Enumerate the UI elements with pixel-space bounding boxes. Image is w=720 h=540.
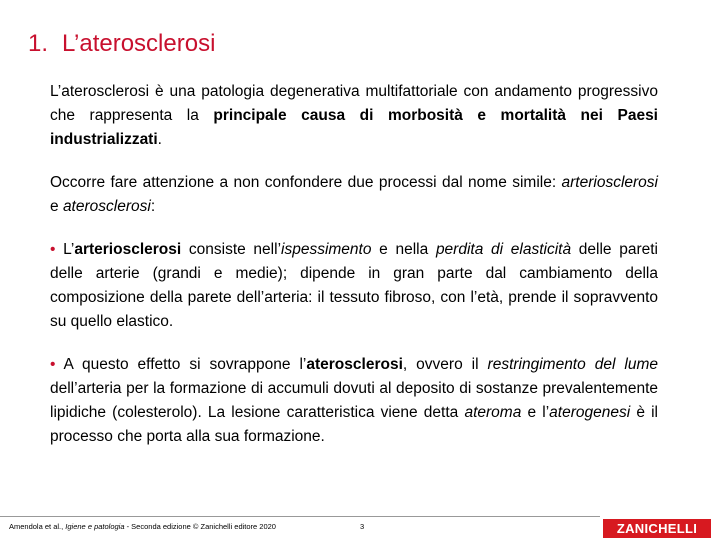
paragraph-distinction	[50, 171, 658, 219]
atero-text-3: dell’arteria per la formazione di accumuli dovuti al deposito di sostanze prevalentemente lipidiche (colesterolo). La lesione caratteristica viene detta	[50, 380, 658, 421]
term-aterosclerosi: aterosclerosi	[62, 198, 151, 215]
arterio-italic-1: ispessimento	[281, 241, 372, 258]
distinction-and: e	[50, 198, 63, 215]
atero-text-2: , ovvero il	[402, 356, 488, 373]
arterio-text-2: consiste nell’	[181, 241, 282, 258]
bullet-icon: •	[50, 356, 56, 373]
atero-italic-2: ateroma	[464, 404, 522, 421]
footer-edition: - Seconda edizione © Zanichelli editore 2020	[124, 522, 276, 531]
arterio-italic-2: perdita di elasticità	[435, 241, 572, 258]
atero-text-1: A questo effetto si sovrappone l’	[55, 356, 307, 373]
slide-title-number: 1.	[28, 30, 49, 57]
slide-body	[50, 80, 658, 449]
publisher-logo: ZANICHELLI	[603, 519, 711, 538]
page-number: 3	[360, 522, 365, 531]
intro-text: L’aterosclerosi è una patologia degenerativa multifattoriale con andamento progressivo che rappresenta la	[50, 83, 658, 124]
atero-text-4: e l’	[521, 404, 550, 421]
arterio-text-1: L’	[55, 241, 75, 258]
footer-book: Igiene e patologia	[65, 522, 125, 531]
arterio-text-3: e nella	[371, 241, 436, 258]
intro-bold: principale causa di morbosità e mortalità nei Paesi industrializzati	[50, 107, 658, 148]
intro-end: .	[157, 131, 162, 148]
footer-credit	[9, 522, 276, 531]
atero-italic-1: restringimento del lume	[487, 356, 658, 373]
slide-title-text: L’aterosclerosi	[62, 30, 216, 57]
arterio-text-4: delle pareti delle arterie (grandi e medie); dipende in gran parte dal cambiamento della composizione della parete dell’arteria: il tessuto fibroso, con l’età, prende il sopravvento su quello elastico.	[50, 241, 659, 330]
paragraph-aterosclerosi	[50, 353, 658, 449]
atero-text-5: è il processo che porta alla sua formazione.	[50, 404, 658, 445]
paragraph-arteriosclerosi	[50, 238, 658, 334]
term-arteriosclerosi: arteriosclerosi	[561, 174, 658, 191]
distinction-colon: :	[150, 198, 156, 215]
arterio-bold: arteriosclerosi	[74, 241, 182, 258]
distinction-text: Occorre fare attenzione a non confondere due processi dal nome simile:	[50, 174, 562, 191]
paragraph-intro	[50, 80, 658, 152]
footer-authors: Amendola et al.,	[9, 522, 66, 531]
atero-bold: aterosclerosi	[306, 356, 403, 373]
slide-title	[28, 30, 215, 58]
footer-divider	[0, 516, 600, 517]
atero-italic-3: aterogenesi	[549, 404, 631, 421]
bullet-icon: •	[50, 241, 56, 258]
